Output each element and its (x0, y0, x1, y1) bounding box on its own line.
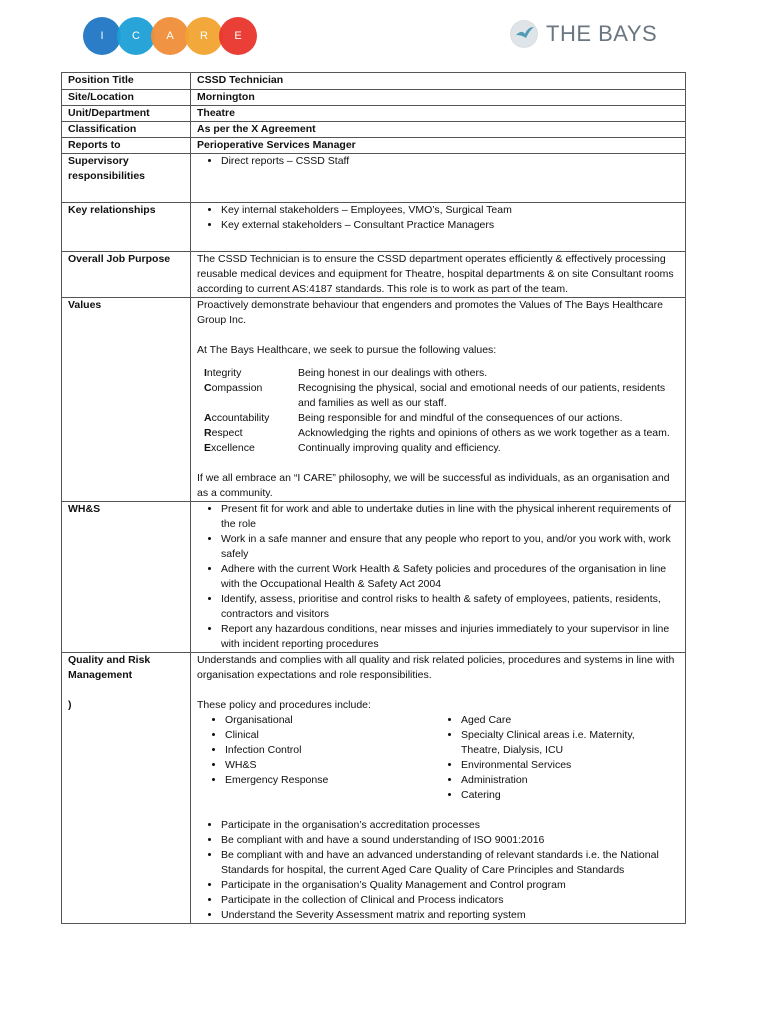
list-item: • Be compliant with and have an advanced understanding of relevant standards i.e. the National Standards for hospital, the current Aged Care Quality of Care Principles and Standards (221, 848, 679, 878)
site-label: Site/Location (62, 90, 191, 106)
value-name: Respect (204, 427, 243, 439)
list-item: • Key internal stakeholders – Employees, VMO’s, Surgical Team (221, 203, 679, 218)
site-value: Mornington (191, 90, 686, 106)
quality-label-extra: ) (68, 699, 72, 711)
quality-policies-intro: These policy and procedures include: (197, 699, 371, 711)
row-whs (62, 502, 686, 653)
list-item: • WH&S (225, 758, 437, 773)
reports-to-value: Perioperative Services Manager (191, 138, 686, 154)
supervisory-label: Supervisory responsibilities (62, 154, 191, 203)
quality-label-cell (62, 653, 191, 924)
position-description-table (61, 72, 686, 924)
position-title-label: Position Title (62, 73, 191, 90)
list-item: • Understand the Severity Assessment matrix and reporting system (221, 908, 679, 923)
list-item: • Identify, assess, prioritise and control risks to health & safety of employees, patients, residents, contractors and visitors (221, 592, 679, 622)
row-reports-to (62, 138, 686, 154)
quality-intro: Understands and complies with all quality and risk related policies, procedures and systems in line with organisation expectations and role responsibilities. (197, 654, 675, 681)
list-item: • Report any hazardous conditions, near misses and injuries immediately to your supervisor in line with incident reporting procedures (221, 622, 679, 652)
row-classification (62, 122, 686, 138)
value-desc: Being honest in our dealings with others. (298, 367, 488, 379)
policy-columns (197, 713, 679, 803)
list-item: • Key external stakeholders – Consultant Practice Managers (221, 218, 679, 233)
reports-to-label: Reports to (62, 138, 191, 154)
key-relationships-label: Key relationships (62, 203, 191, 252)
list-item: • Environmental Services (461, 758, 667, 773)
unit-label: Unit/Department (62, 106, 191, 122)
row-site (62, 90, 686, 106)
list-item: • Participate in the organisation’s accreditation processes (221, 818, 679, 833)
list-item: • Infection Control (225, 743, 437, 758)
icare-letter-e: E (219, 17, 257, 55)
row-supervisory (62, 154, 686, 203)
list-item: • Participate in the collection of Clinical and Process indicators (221, 893, 679, 908)
list-item: • Work in a safe manner and ensure that any people who report to you, and/or you work with, work safely (221, 532, 679, 562)
values-closing: If we all embrace an “I CARE” philosophy, we will be successful as individuals, as an organisation and as a community. (197, 472, 670, 499)
quality-label: Quality and Risk Management (68, 654, 151, 681)
row-position-title (62, 73, 686, 90)
row-purpose (62, 252, 686, 298)
values-list (197, 366, 679, 456)
list-item: • Direct reports – CSSD Staff (221, 154, 679, 169)
row-values (62, 298, 686, 502)
values-intro: Proactively demonstrate behaviour that engenders and promotes the Values of The Bays Healthcare Group Inc. (197, 299, 663, 326)
value-name: Accountability (204, 412, 270, 424)
list-item: • Participate in the organisation’s Quality Management and Control program (221, 878, 679, 893)
classification-label: Classification (62, 122, 191, 138)
value-desc: Acknowledging the rights and opinions of others as we work together as a team. (298, 427, 670, 439)
list-item: • Organisational (225, 713, 437, 728)
value-name: Compassion (204, 382, 263, 394)
values-pursue: At The Bays Healthcare, we seek to pursue the following values: (197, 344, 497, 356)
purpose-value: The CSSD Technician is to ensure the CSSD department operates efficiently & effectively processing reusable medical devices and equipment for Theatre, hospital departments & on site Consultant rooms according to current AS:4187 standards. This role is to work as part of the team. (191, 252, 686, 298)
list-item: • Catering (461, 788, 667, 803)
list-item: • Be compliant with and have a sound understanding of ISO 9001:2016 (221, 833, 679, 848)
list-item: • Administration (461, 773, 667, 788)
the-bays-wordmark: THE BAYS (546, 21, 658, 46)
value-desc: Continually improving quality and efficiency. (298, 442, 501, 454)
value-name: Integrity (204, 367, 242, 379)
value-name: Excellence (204, 442, 255, 454)
icare-logo (83, 17, 253, 57)
icare-letter-i: I (83, 17, 121, 55)
list-item: • Present fit for work and able to undertake duties in line with the physical inherent requirements of the role (221, 502, 679, 532)
values-label: Values (62, 298, 191, 502)
quality-value (191, 653, 686, 924)
the-bays-logo (510, 20, 657, 48)
list-item: • Clinical (225, 728, 437, 743)
purpose-label: Overall Job Purpose (62, 252, 191, 298)
row-key-relationships (62, 203, 686, 252)
value-desc: Being responsible for and mindful of the consequences of our actions. (298, 412, 623, 424)
position-title-value: CSSD Technician (191, 73, 686, 90)
list-item: • Aged Care (461, 713, 667, 728)
policy-list-left (197, 713, 437, 803)
unit-value: Theatre (191, 106, 686, 122)
classification-value: As per the X Agreement (191, 122, 686, 138)
list-item: • Specialty Clinical areas i.e. Maternity, Theatre, Dialysis, ICU (461, 728, 667, 758)
supervisory-value (191, 154, 686, 203)
value-desc: Recognising the physical, social and emotional needs of our patients, residents and families as well as our staff. (298, 382, 666, 409)
policy-list-right (437, 713, 667, 803)
row-unit (62, 106, 686, 122)
bird-icon (510, 20, 538, 48)
whs-label: WH&S (62, 502, 191, 653)
icare-letter-a: A (151, 17, 189, 55)
list-item: • Adhere with the current Work Health & Safety policies and procedures of the organisation in line with the Occupational Health & Safety Act 2004 (221, 562, 679, 592)
icare-letter-r: R (185, 17, 223, 55)
row-quality (62, 653, 686, 924)
values-value (191, 298, 686, 502)
icare-letter-c: C (117, 17, 155, 55)
list-item: • Emergency Response (225, 773, 437, 788)
whs-value (191, 502, 686, 653)
key-relationships-value (191, 203, 686, 252)
